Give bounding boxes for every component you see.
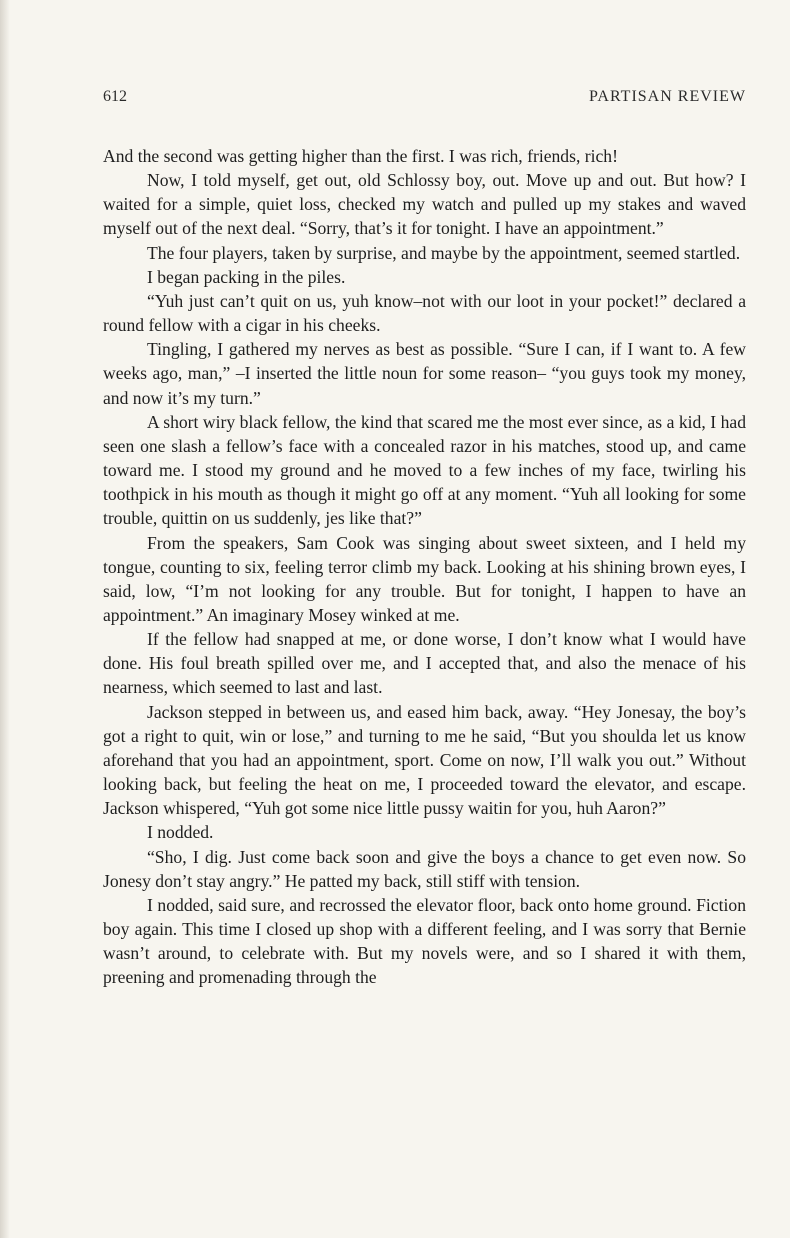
paragraph: Tingling, I gathered my nerves as best as possible. “Sure I can, if I want to. A few weeks ago, man,” –I inserted the little noun for some reason– “you guys took my money, and now it’s my turn.” [103, 339, 746, 408]
running-head: PARTISAN REVIEW [588, 88, 746, 105]
paragraph: I nodded. [147, 822, 214, 843]
paragraph: “Sho, I dig. Just come back soon and give the boys a chance to get even now. So Jonesy don’t stay angry.” He patted my back, still stiff with tension. [103, 846, 746, 891]
paragraph: A short wiry black fellow, the kind that scared me the most ever since, as a kid, I had seen one slash a fellow’s face with a concealed razor in his matches, stood up, and came toward me. I stood my ground and he moved to a few inches of my face, twirling his toothpick in his mouth as though it might go off at any moment. “Yuh all looking for some trouble, quittin on us suddenly, jes like that?” [103, 411, 746, 529]
paragraph: If the fellow had snapped at me, or done worse, I don’t know what I would have done. His foul breath spilled over me, and I accepted that, and also the menace of his nearness, which seemed to last and last. [103, 629, 746, 698]
paragraph: Now, I told myself, get out, old Schlossy boy, out. Move up and out. But how? I waited for a simple, quiet loss, checked my watch and pulled up my stakes and waved myself out of the next deal. “Sorry, that’s it for tonight. I have an appointment.” [103, 170, 746, 239]
body-text [103, 144, 746, 989]
paragraph: From the speakers, Sam Cook was singing about sweet sixteen, and I held my tongue, counting to six, feeling terror climb my back. Looking at his shining brown eyes, I said, low, “I’m not looking for any trouble. But for tonight, I happen to have an appointment.” An imaginary Mosey winked at me. [103, 532, 746, 625]
spine-shadow [0, 0, 10, 1238]
paragraph: And the second was getting higher than the first. I was rich, friends, rich! [103, 146, 618, 166]
paragraph: “Yuh just can’t quit on us, yuh know–not with our loot in your pocket!” declared a round fellow with a cigar in his cheeks. [103, 290, 746, 336]
paragraph: I began packing in the piles. [147, 266, 346, 287]
page-header [103, 88, 746, 110]
paragraph: Jackson stepped in between us, and eased him back, away. “Hey Jonesay, the boy’s got a right to quit, win or lose,” and turning to me he said, “But you shoulda let us know aforehand that you had an appointment, sport. Come on now, I’ll walk you out.” Without looking back, but feeling the heat on me, I proceeded toward the elevator, and escape. Jackson whispered, “Yuh got some nice little pussy waitin for you, huh Aaron?” [103, 701, 746, 819]
page-number: 612 [103, 88, 127, 105]
paragraph: The four players, taken by surprise, and maybe by the appointment, seemed startled. [147, 242, 741, 263]
paragraph: I nodded, said sure, and recrossed the elevator floor, back onto home ground. Fiction boy again. This time I closed up shop with a different feeling, and I was sorry that Bernie wasn’t around, to celebrate with. But my novels were, and so I shared it with them, preening and promenading through the [103, 894, 746, 988]
